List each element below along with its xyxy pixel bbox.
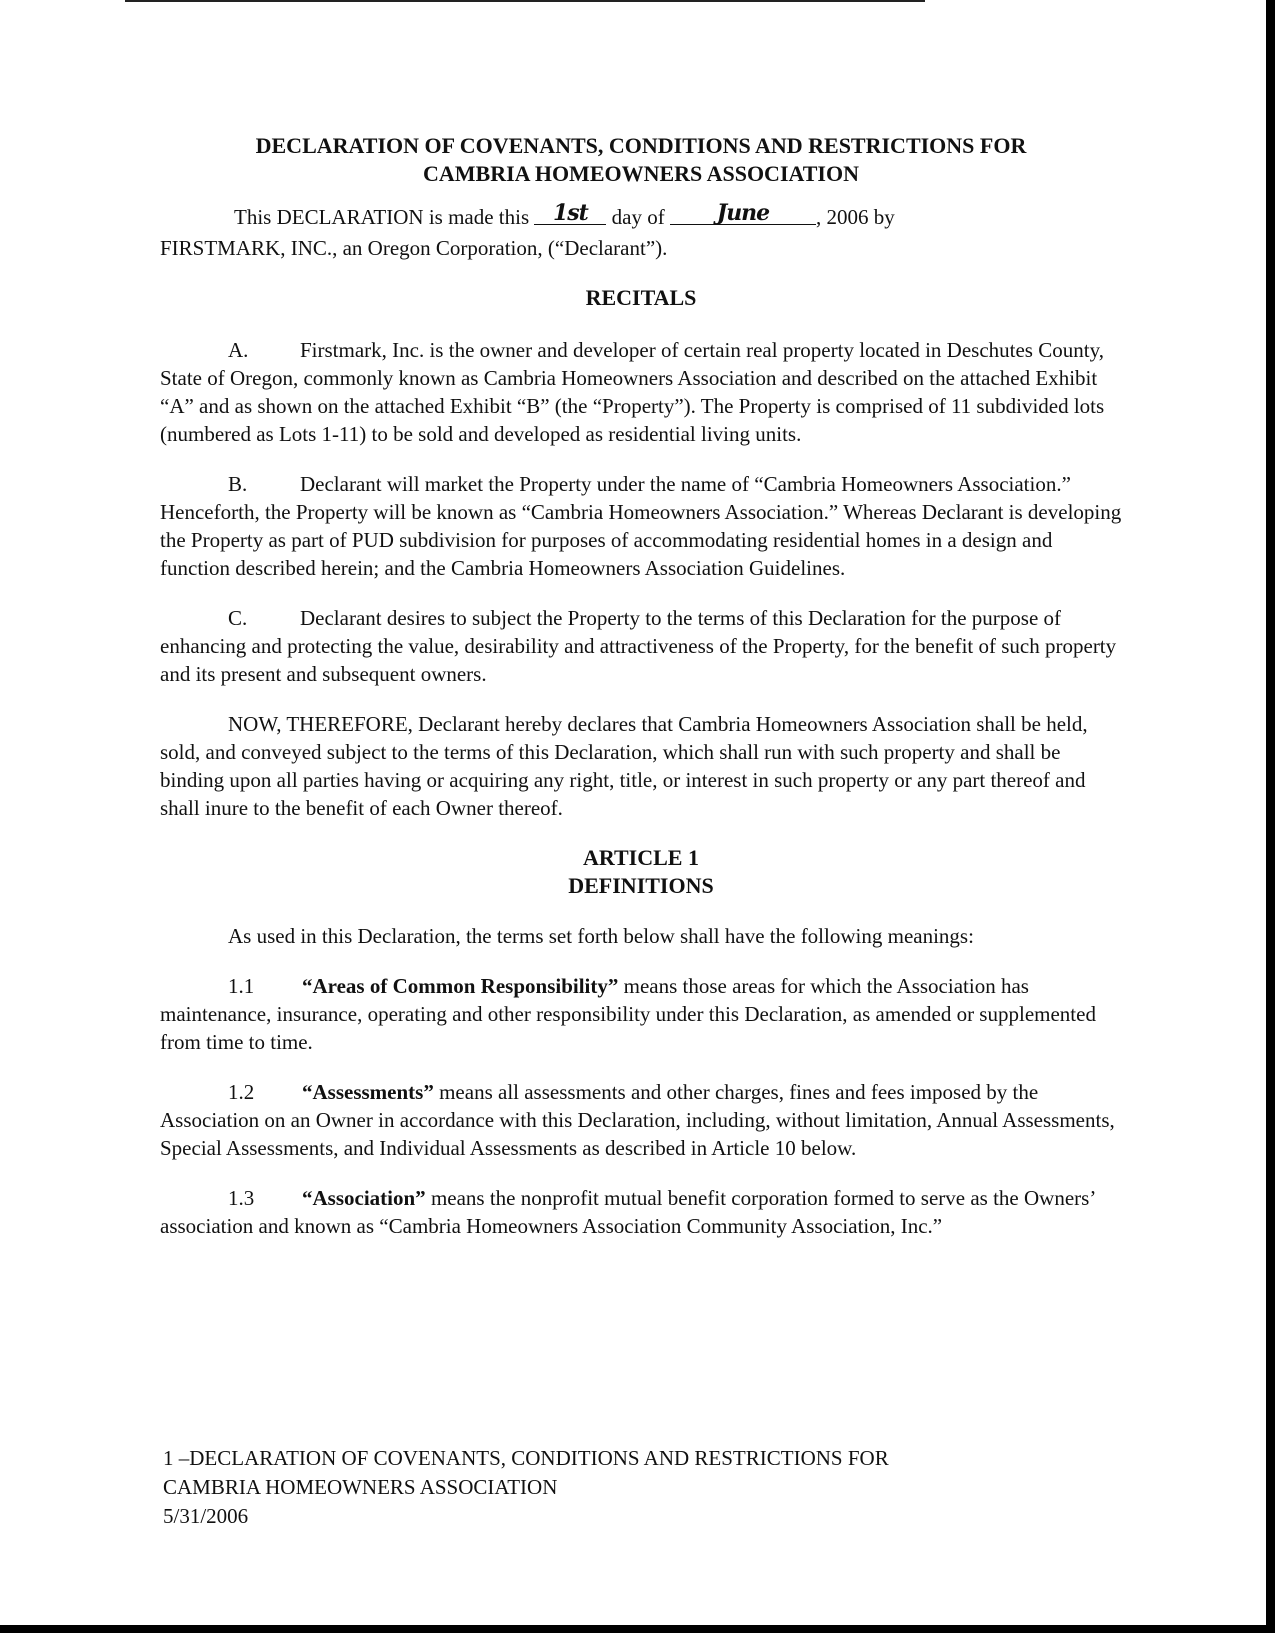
definition-number: 1.3 [228, 1186, 255, 1210]
scan-right-border [1266, 0, 1275, 1633]
definition-text: means all assessments and other charges, fines and fees imposed by the Association on an Owner in accordance with this Declaration, including, without limitation, Annual Assessments, Special Assessments, and Individual Assessments as described in Article 10 below. [160, 1080, 1115, 1160]
now-therefore-paragraph [160, 710, 1122, 822]
intro-paragraph [160, 202, 1122, 264]
document-title [160, 132, 1122, 188]
footer-date: 5/31/2006 [163, 1504, 249, 1528]
definition-number: 1.1 [228, 974, 255, 998]
definition-term: “Association” [302, 1186, 426, 1210]
definition-term: “Assessments” [302, 1080, 434, 1104]
definition-term: “Areas of Common Responsibility” [302, 974, 619, 998]
definition-1-3 [160, 1184, 1122, 1240]
intro-line-2: FIRSTMARK, INC., an Oregon Corporation, (“Declarant”). [160, 236, 668, 260]
recital-b [160, 470, 1122, 582]
month-blank [670, 202, 816, 225]
recital-c [160, 604, 1122, 688]
recital-label: B. [228, 472, 248, 496]
definitions-intro [160, 922, 1122, 950]
page-footer [163, 1444, 889, 1531]
day-blank [534, 202, 606, 225]
definitions-intro-text: As used in this Declaration, the terms set forth below shall have the following meanings: [228, 924, 974, 948]
scan-top-border [125, 0, 925, 2]
definition-text: means the nonprofit mutual benefit corporation formed to serve as the Owners’ association and known as “Cambria Homeowners Association Community Association, Inc.” [160, 1186, 1095, 1238]
article-heading [160, 844, 1122, 900]
handwritten-month: June [716, 200, 770, 226]
recital-text: Firstmark, Inc. is the owner and developer of certain real property located in Deschutes County, State of Oregon, commonly known as Cambria Homeowners Association and described on the attached Exhibit “A” and as shown on the attached Exhibit “B” (the “Property”). The Property is comprised of 11 subdivided lots (numbered as Lots 1-11) to be sold and developed as residential living units. [160, 338, 1105, 446]
definition-1-2 [160, 1078, 1122, 1162]
scan-bottom-border [0, 1625, 1275, 1633]
handwritten-day: 1st [552, 200, 588, 226]
article-title: DEFINITIONS [568, 873, 714, 898]
article-number: ARTICLE 1 [583, 845, 699, 870]
definition-number: 1.2 [228, 1080, 255, 1104]
intro-mid: day of [611, 205, 665, 229]
intro-post: , 2006 by [815, 205, 895, 229]
recital-a [160, 336, 1122, 448]
recitals-heading: RECITALS [585, 285, 697, 310]
now-therefore-text: NOW, THEREFORE, Declarant hereby declares that Cambria Homeowners Association shall be held, sold, and conveyed subject to the terms of this Declaration, which shall run with such property and shall be binding upon all parties having or acquiring any right, title, or interest in such property or any part thereof and shall inure to the benefit of each Owner thereof. [160, 712, 1088, 820]
footer-line-2: CAMBRIA HOMEOWNERS ASSOCIATION [163, 1475, 558, 1499]
definition-text: means those areas for which the Association has maintenance, insurance, operating and other responsibility under this Declaration, as amended or supplemented from time to time. [160, 974, 1096, 1054]
title-line-1: DECLARATION OF COVENANTS, CONDITIONS AND RESTRICTIONS FOR [255, 133, 1027, 158]
definition-1-1 [160, 972, 1122, 1056]
intro-pre: This DECLARATION is made this [234, 205, 530, 229]
document-page [160, 132, 1122, 1262]
recital-label: C. [228, 606, 248, 630]
recital-text: Declarant will market the Property under the name of “Cambria Homeowners Association.” Henceforth, the Property will be known as “Cambria Homeowners Association.” Whereas Declarant is developing the Property as part of PUD subdivision for purposes of accommodating residential homes in a design and function described herein; and the Cambria Homeowners Association Guidelines. [160, 472, 1122, 580]
footer-line-1: 1 –DECLARATION OF COVENANTS, CONDITIONS AND RESTRICTIONS FOR [163, 1446, 889, 1470]
recital-text: Declarant desires to subject the Property to the terms of this Declaration for the purpose of enhancing and protecting the value, desirability and attractiveness of the Property, for the benefit of such property and its present and subsequent owners. [160, 606, 1117, 686]
recital-label: A. [228, 338, 249, 362]
title-line-2: CAMBRIA HOMEOWNERS ASSOCIATION [423, 161, 859, 186]
